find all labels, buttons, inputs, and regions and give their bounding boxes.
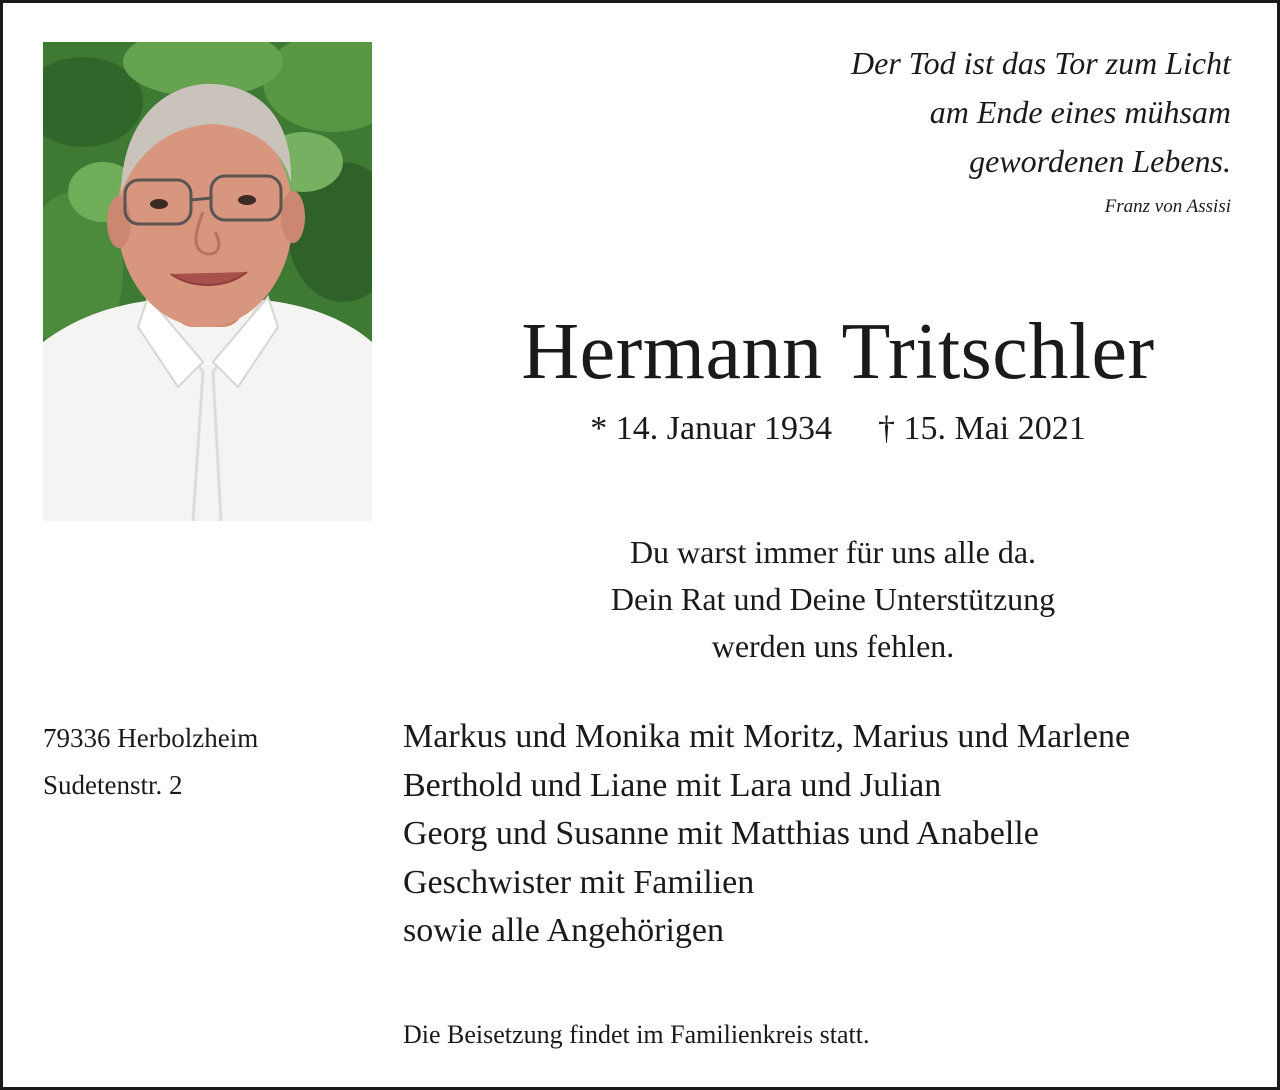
quote-line: gewordenen Lebens. [969, 143, 1231, 179]
quote-line: am Ende eines mühsam [929, 94, 1231, 130]
quote-line: Der Tod ist das Tor zum Licht [851, 45, 1231, 81]
burial-note: Die Beisetzung findet im Familienkreis statt. [403, 1020, 870, 1049]
address-city: 79336 Herbolzheim [43, 723, 259, 753]
mourners-list [403, 713, 1130, 956]
mourner-line: Geschwister mit Familien [403, 863, 755, 901]
memorial-text [433, 529, 1233, 670]
memorial-line: Du warst immer für uns alle da. [629, 534, 1037, 570]
portrait-photo [43, 42, 372, 521]
address-street: Sudetenstr. 2 [43, 770, 183, 800]
address [43, 715, 258, 809]
mourner-line: Berthold und Liane mit Lara und Julian [403, 766, 942, 804]
quote [671, 39, 1231, 186]
mourner-line: sowie alle Angehörigen [403, 912, 725, 949]
portrait-illustration [43, 42, 372, 521]
memorial-line: Dein Rat und Deine Unterstützung [610, 581, 1056, 617]
mourner-line: Markus und Monika mit Moritz, Marius und Marlene [403, 718, 1131, 755]
deceased-name: Hermann Tritschler [521, 308, 1155, 396]
memorial-line: werden uns fehlen. [711, 628, 955, 664]
mourner-line: Georg und Susanne mit Matthias und Anabelle [403, 815, 1039, 852]
death-date: † 15. Mai 2021 [877, 410, 1086, 447]
quote-author: Franz von Assisi [1104, 196, 1231, 217]
life-dates [423, 408, 1253, 450]
birth-date: * 14. Januar 1934 [590, 410, 832, 447]
